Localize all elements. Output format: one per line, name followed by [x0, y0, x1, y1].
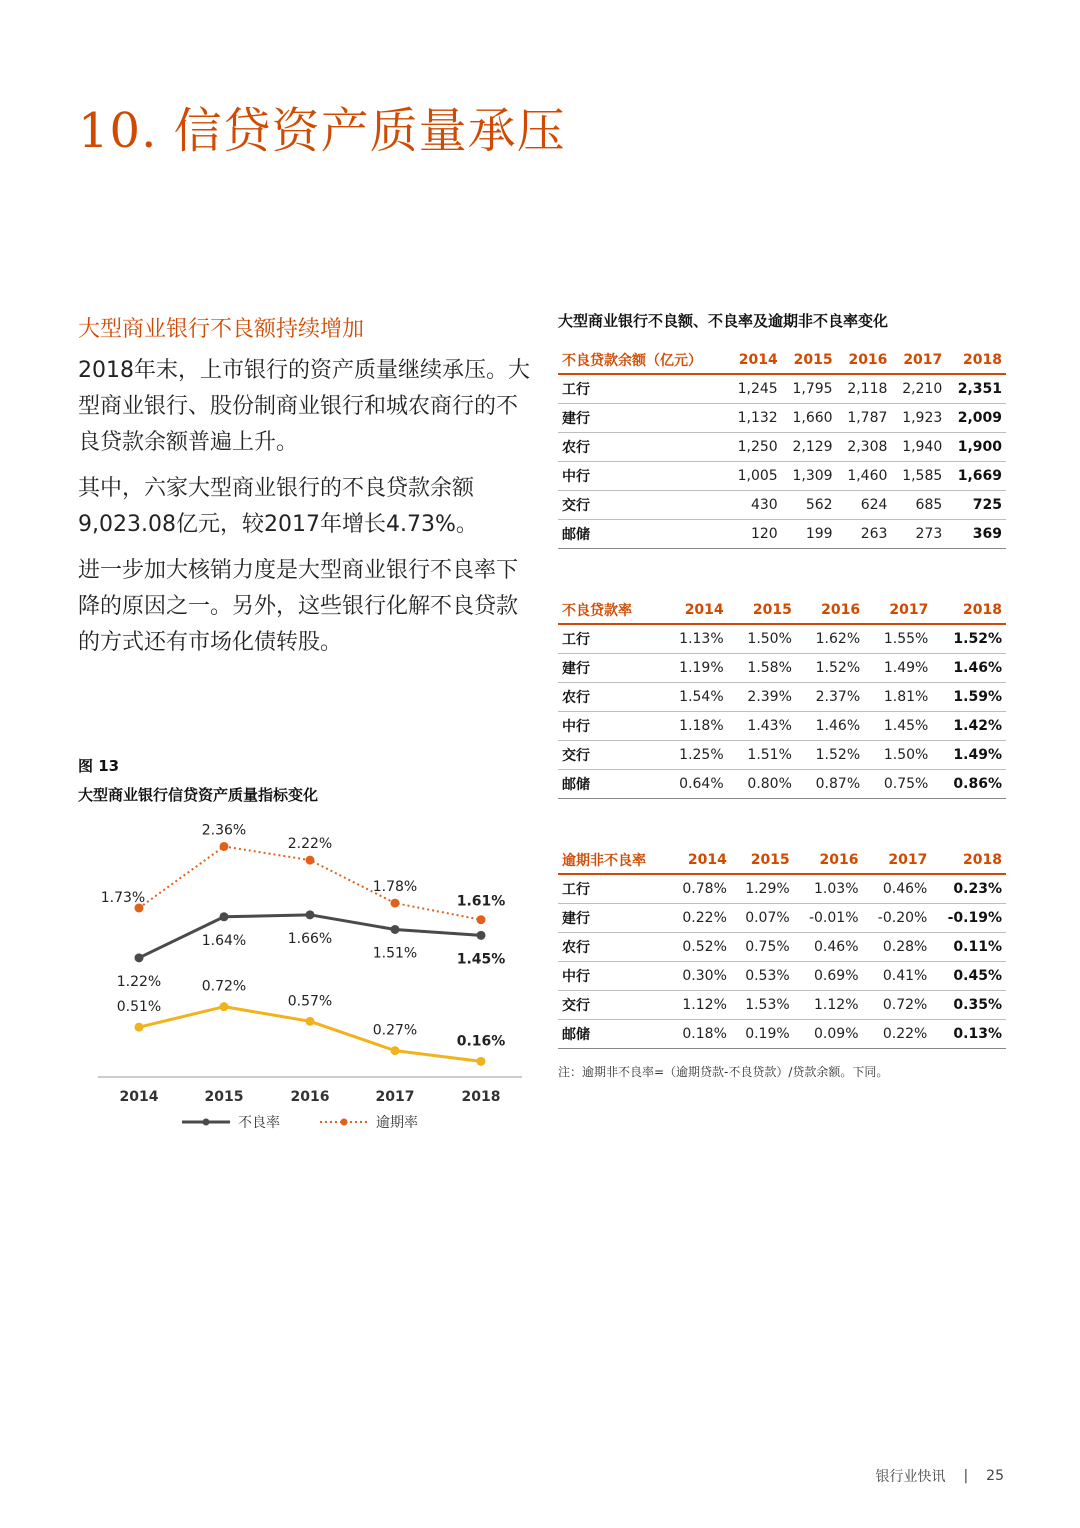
table-cell: 1.13% — [659, 624, 727, 654]
tables-title: 大型商业银行不良额、不良率及逾期非不良率变化 — [558, 312, 889, 330]
data-label: 1.45% — [456, 951, 506, 968]
table-cell: 1.18% — [659, 712, 727, 741]
table-header-year: 2017 — [864, 597, 932, 624]
table-header-year: 2015 — [731, 847, 794, 874]
table-cell: 0.69% — [794, 962, 863, 991]
paragraph-3: 进一步加大核销力度是大型商业银行不良率下降的原因之一。另外，这些银行化解不良贷款的方式还有市场化债转股。 — [78, 558, 519, 655]
bank-name-cell: 交行 — [558, 991, 668, 1020]
page-title: 10. 信贷资产质量承压 — [78, 103, 566, 159]
table-cell: 0.35% — [931, 991, 1006, 1020]
series-line-2 — [139, 1007, 481, 1062]
legend-label-overdue: 逾期率 — [376, 1115, 418, 1131]
table-cell: 0.72% — [863, 991, 932, 1020]
table-row — [558, 1020, 1006, 1049]
table-cell: 0.53% — [731, 962, 794, 991]
table-cell: 0.64% — [659, 770, 727, 799]
table-cell: 1,005 — [727, 462, 782, 491]
table-header-year: 2018 — [931, 847, 1006, 874]
table-cell: 0.41% — [863, 962, 932, 991]
table-cell: 0.52% — [668, 933, 731, 962]
table-cell: 685 — [891, 491, 946, 520]
table-cell: 1,132 — [727, 404, 782, 433]
table-cell: 1,250 — [727, 433, 782, 462]
data-label: 1.73% — [100, 889, 146, 906]
table-cell: 2,118 — [837, 374, 892, 404]
table-cell: 2.37% — [796, 683, 864, 712]
table-cell: 1.59% — [932, 683, 1006, 712]
legend-solid-line-icon — [182, 1117, 230, 1127]
bank-name-cell: 建行 — [558, 904, 668, 933]
table-cell: 1.55% — [864, 624, 932, 654]
table-cell: 0.75% — [731, 933, 794, 962]
x-tick-label: 2018 — [461, 1089, 501, 1105]
table-header-year: 2014 — [659, 597, 727, 624]
table-header-year: 2014 — [668, 847, 731, 874]
table-cell: 1.42% — [932, 712, 1006, 741]
table-cell: 1.52% — [932, 624, 1006, 654]
bank-name-cell: 农行 — [558, 933, 668, 962]
table-header-year: 2018 — [932, 597, 1006, 624]
table-cell: 1,795 — [782, 374, 837, 404]
table-cell: 1.81% — [864, 683, 932, 712]
footer-publication: 银行业快讯 — [875, 1469, 946, 1485]
table-cell: 1,787 — [837, 404, 892, 433]
table-row — [558, 770, 1006, 799]
page-footer — [875, 1466, 1004, 1486]
data-point — [306, 1017, 315, 1026]
table-cell: 0.30% — [668, 962, 731, 991]
data-label: 1.64% — [201, 932, 247, 949]
table-header-year: 2016 — [794, 847, 863, 874]
table-cell: 0.11% — [931, 933, 1006, 962]
data-point — [477, 1057, 486, 1066]
table-cell: 273 — [891, 520, 946, 549]
table-cell: 1.12% — [794, 991, 863, 1020]
figure-title: 大型商业银行信贷资产质量指标变化 — [78, 786, 319, 804]
table-cell: 120 — [727, 520, 782, 549]
table-cell: -0.01% — [794, 904, 863, 933]
table-cell: 2,351 — [946, 374, 1006, 404]
table-cell: 1.52% — [796, 654, 864, 683]
table-cell: 1.52% — [796, 741, 864, 770]
data-label: 1.61% — [456, 893, 506, 910]
table-cell: 1.54% — [659, 683, 727, 712]
npl-ratio-table — [558, 597, 1006, 799]
table-cell: 1.45% — [864, 712, 932, 741]
data-label: 1.78% — [372, 879, 418, 896]
legend-label-npl: 不良率 — [238, 1115, 280, 1131]
table-cell: 1.29% — [731, 874, 794, 904]
bank-name-cell: 交行 — [558, 741, 659, 770]
table-cell: 1.62% — [796, 624, 864, 654]
table-cell: 0.86% — [932, 770, 1006, 799]
bank-name-cell: 工行 — [558, 874, 668, 904]
table-cell: 369 — [946, 520, 1006, 549]
table-row — [558, 462, 1006, 491]
overdue-non-npl-table — [558, 847, 1006, 1049]
right-column — [558, 310, 1006, 1080]
table-header-label: 不良贷款率 — [558, 597, 659, 624]
table-cell: 1.19% — [659, 654, 727, 683]
bank-name-cell: 邮储 — [558, 1020, 668, 1049]
table-cell: 0.45% — [931, 962, 1006, 991]
table-cell: 1,245 — [727, 374, 782, 404]
table-row — [558, 962, 1006, 991]
table-row — [558, 904, 1006, 933]
x-tick-label: 2017 — [375, 1089, 415, 1105]
table-cell: 0.75% — [864, 770, 932, 799]
data-label: 0.16% — [456, 1033, 506, 1050]
table-cell: 1.12% — [668, 991, 731, 1020]
table-cell: 0.18% — [668, 1020, 731, 1049]
table-cell: 430 — [727, 491, 782, 520]
section-heading: 大型商业银行不良额持续增加 — [78, 317, 365, 342]
table-cell: 1.53% — [731, 991, 794, 1020]
table-cell: 1.03% — [794, 874, 863, 904]
bank-name-cell: 建行 — [558, 654, 659, 683]
table-cell: 2,009 — [946, 404, 1006, 433]
table-cell: 1.50% — [728, 624, 796, 654]
table-header-year: 2017 — [891, 347, 946, 374]
chart-legend — [182, 1112, 418, 1132]
bank-name-cell: 交行 — [558, 491, 727, 520]
table-cell: 1,460 — [837, 462, 892, 491]
table-row — [558, 874, 1006, 904]
x-tick-label: 2014 — [119, 1089, 159, 1105]
table-cell: 1.51% — [728, 741, 796, 770]
table-cell: 1,923 — [891, 404, 946, 433]
line-chart — [78, 815, 528, 1115]
table-cell: 1.50% — [864, 741, 932, 770]
table-cell: 2,210 — [891, 374, 946, 404]
table-cell: 0.07% — [731, 904, 794, 933]
table-header-label: 不良贷款余额（亿元） — [558, 347, 727, 374]
table-cell: 0.78% — [668, 874, 731, 904]
table-cell: 1,309 — [782, 462, 837, 491]
table-cell: 1.46% — [932, 654, 1006, 683]
table-cell: 1,660 — [782, 404, 837, 433]
table-header-year: 2017 — [863, 847, 932, 874]
legend-item-npl — [182, 1112, 280, 1132]
data-label: 0.51% — [116, 999, 162, 1016]
table-cell: 1.43% — [728, 712, 796, 741]
table-row — [558, 933, 1006, 962]
table-header-year: 2016 — [837, 347, 892, 374]
table-cell: 1,585 — [891, 462, 946, 491]
table-cell: 2.39% — [728, 683, 796, 712]
table-cell: -0.20% — [863, 904, 932, 933]
table-row — [558, 624, 1006, 654]
bank-name-cell: 建行 — [558, 404, 727, 433]
table-cell: 2,308 — [837, 433, 892, 462]
data-point — [135, 1023, 144, 1032]
data-label: 1.66% — [287, 930, 333, 947]
x-tick-label: 2016 — [290, 1089, 330, 1105]
left-column — [78, 312, 538, 671]
data-point — [306, 856, 315, 865]
table-cell: 0.23% — [931, 874, 1006, 904]
table-cell: 562 — [782, 491, 837, 520]
bank-name-cell: 邮储 — [558, 520, 727, 549]
table-cell: 1.25% — [659, 741, 727, 770]
data-point — [391, 899, 400, 908]
data-point — [477, 931, 486, 940]
bank-name-cell: 农行 — [558, 683, 659, 712]
paragraph-2: 其中，六家大型商业银行的不良贷款余额9,023.08亿元，较2017年增长4.73%。 — [78, 476, 478, 537]
table-header-year: 2015 — [782, 347, 837, 374]
footer-separator: | — [963, 1468, 969, 1484]
table-cell: 624 — [837, 491, 892, 520]
bank-name-cell: 工行 — [558, 374, 727, 404]
table-row — [558, 374, 1006, 404]
table-row — [558, 404, 1006, 433]
data-point — [477, 915, 486, 924]
data-label: 2.36% — [201, 822, 247, 839]
table-cell: 199 — [782, 520, 837, 549]
bank-name-cell: 中行 — [558, 462, 727, 491]
table-row — [558, 741, 1006, 770]
table-cell: 0.46% — [794, 933, 863, 962]
npl-balance-table — [558, 347, 1006, 549]
table-row — [558, 683, 1006, 712]
data-label: 0.72% — [201, 978, 247, 995]
table-header-year: 2015 — [728, 597, 796, 624]
table-header-label: 逾期非不良率 — [558, 847, 668, 874]
data-point — [220, 842, 229, 851]
table-cell: 0.22% — [668, 904, 731, 933]
table-cell: 1,900 — [946, 433, 1006, 462]
table-header-year: 2016 — [796, 597, 864, 624]
figure-label: 图 13 — [78, 757, 120, 775]
table-cell: 0.13% — [931, 1020, 1006, 1049]
table-cell: 1.58% — [728, 654, 796, 683]
page-number: 25 — [986, 1468, 1004, 1484]
table-cell: 0.80% — [728, 770, 796, 799]
bank-name-cell: 工行 — [558, 624, 659, 654]
bank-name-cell: 农行 — [558, 433, 727, 462]
table-cell: 1.46% — [796, 712, 864, 741]
table-cell: 263 — [837, 520, 892, 549]
data-point — [391, 925, 400, 934]
table-cell: 0.87% — [796, 770, 864, 799]
data-label: 1.51% — [372, 945, 418, 962]
table-cell: 0.22% — [863, 1020, 932, 1049]
table-cell: 1.49% — [932, 741, 1006, 770]
table-header-year: 2018 — [946, 347, 1006, 374]
bank-name-cell: 邮储 — [558, 770, 659, 799]
data-label: 2.22% — [287, 836, 333, 853]
table-row — [558, 712, 1006, 741]
table-cell: 1.49% — [864, 654, 932, 683]
table-row — [558, 491, 1006, 520]
table-row — [558, 654, 1006, 683]
table-row — [558, 433, 1006, 462]
table-row — [558, 520, 1006, 549]
bank-name-cell: 中行 — [558, 962, 668, 991]
data-point — [391, 1046, 400, 1055]
data-label: 1.22% — [116, 973, 162, 990]
table-cell: 0.28% — [863, 933, 932, 962]
table-header-year: 2014 — [727, 347, 782, 374]
table-cell: 0.09% — [794, 1020, 863, 1049]
table-note: 注：逾期非不良率=（逾期贷款-不良贷款）/贷款余额。下同。 — [558, 1065, 889, 1079]
data-label: 0.27% — [372, 1022, 418, 1039]
data-point — [306, 910, 315, 919]
table-cell: 1,940 — [891, 433, 946, 462]
legend-item-overdue — [320, 1112, 418, 1132]
table-cell: 0.19% — [731, 1020, 794, 1049]
table-row — [558, 991, 1006, 1020]
data-point — [135, 953, 144, 962]
legend-dotted-line-icon — [320, 1117, 368, 1127]
data-point — [220, 1002, 229, 1011]
data-label: 0.57% — [287, 993, 333, 1010]
table-cell: -0.19% — [931, 904, 1006, 933]
table-cell: 1,669 — [946, 462, 1006, 491]
x-tick-label: 2015 — [204, 1089, 244, 1105]
table-cell: 725 — [946, 491, 1006, 520]
table-cell: 2,129 — [782, 433, 837, 462]
table-cell: 0.46% — [863, 874, 932, 904]
bank-name-cell: 中行 — [558, 712, 659, 741]
data-point — [220, 912, 229, 921]
paragraph-1: 2018年末，上市银行的资产质量继续承压。大型商业银行、股份制商业银行和城农商行的不良贷款余额普遍上升。 — [78, 358, 530, 455]
